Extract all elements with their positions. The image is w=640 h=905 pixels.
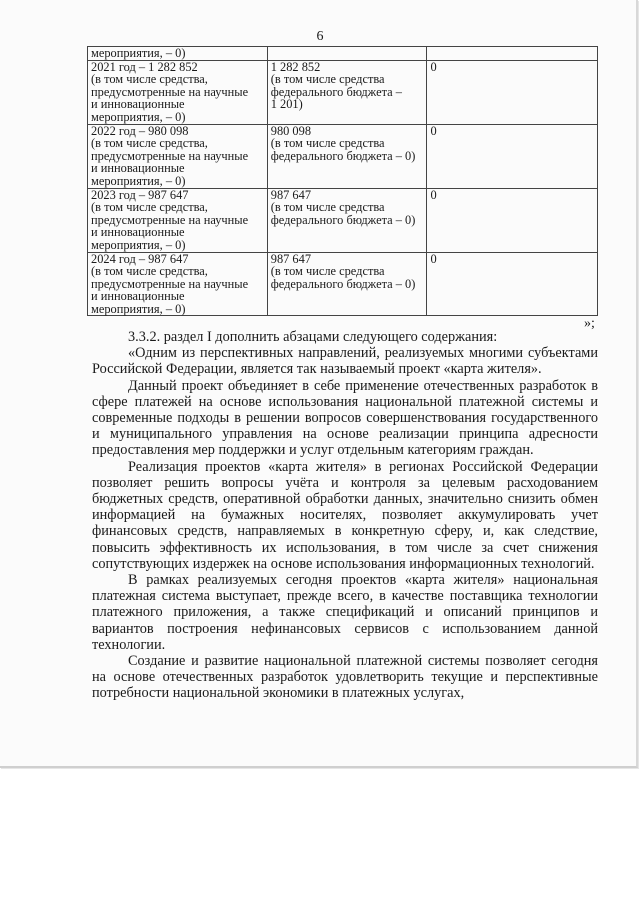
table-cell: 2022 год – 980 098 (в том числе средства, предусмотренные на научные и инновационные мероприятия, – 0): [88, 124, 268, 188]
funding-table: [87, 46, 598, 316]
table-row: [88, 188, 598, 252]
table-cell: 0: [427, 252, 598, 316]
table-row: [88, 252, 598, 316]
table-row: [88, 47, 598, 61]
table-cell: 0: [427, 124, 598, 188]
closing-quote-mark: »;: [584, 316, 595, 331]
table-cell: 0: [427, 188, 598, 252]
table-cell: 2023 год – 987 647 (в том числе средства, предусмотренные на научные и инновационные мероприятия, – 0): [88, 188, 268, 252]
table-cell: [267, 47, 427, 61]
table-cell: 2021 год – 1 282 852 (в том числе средства, предусмотренные на научные и инновационные мероприятия, – 0): [88, 60, 268, 124]
paragraph: Данный проект объединяет в себе применение отечественных разработок в сфере платежей на основе использования национальной платежной системы и современные подходы в решении вопросов совершенствования государственного и муниципального управления на основе реализации принципа адресности предоставления мер поддержки и услуг отдельным категориям граждан.: [92, 377, 598, 459]
table-cell: 0: [427, 60, 598, 124]
table-cell: 1 282 852 (в том числе средства федерального бюджета – 1 201): [267, 60, 427, 124]
table-row: [88, 124, 598, 188]
paragraph: Создание и развитие национальной платежной системы позволяет сегодня на основе отечественных разработок удовлетворить текущие и перспективные потребности национальной экономики в платежных услугах,: [92, 653, 598, 702]
table-cell: 987 647 (в том числе средства федерального бюджета – 0): [267, 252, 427, 316]
paragraph: «Одним из перспективных направлений, реализуемых многими субъектами Российской Федерации, является так называемый проект «карта жителя».: [92, 345, 598, 378]
table-row: [88, 60, 598, 124]
table-cell: [427, 47, 598, 61]
table-cell: 2024 год – 987 647 (в том числе средства, предусмотренные на научные и инновационные мероприятия, – 0): [88, 252, 268, 316]
page-number: 6: [316, 29, 324, 44]
table-cell: 987 647 (в том числе средства федерального бюджета – 0): [267, 188, 427, 252]
paragraph: 3.3.2. раздел I дополнить абзацами следующего содержания:: [128, 329, 498, 345]
table-cell: 980 098 (в том числе средства федерального бюджета – 0): [267, 124, 427, 188]
body-text: [92, 329, 598, 702]
paragraph: В рамках реализуемых сегодня проектов «карта жителя» национальная платежная система выступает, прежде всего, в качестве поставщика технологии платежного приложения, а также спецификаций и описаний принципов и вариантов построения нефинансовых сервисов с использованием данной технологии.: [92, 572, 598, 653]
table-cell: мероприятия, – 0): [88, 47, 268, 61]
paragraph: Реализация проектов «карта жителя» в регионах Российской Федерации позволяет решить вопросы учёта и контроля за целевым расходованием бюджетных средств, оперативной обработки данных, значительно снизить обмен информацией на бумажных носителях, позволяет аккумулировать учет финансовых средств, направляемых в конкретную сферу, и, как следствие, повысить эффективность их использования, в том числе за счет снижения сопутствующих издержек на основе использования информационных технологий.: [92, 458, 598, 572]
